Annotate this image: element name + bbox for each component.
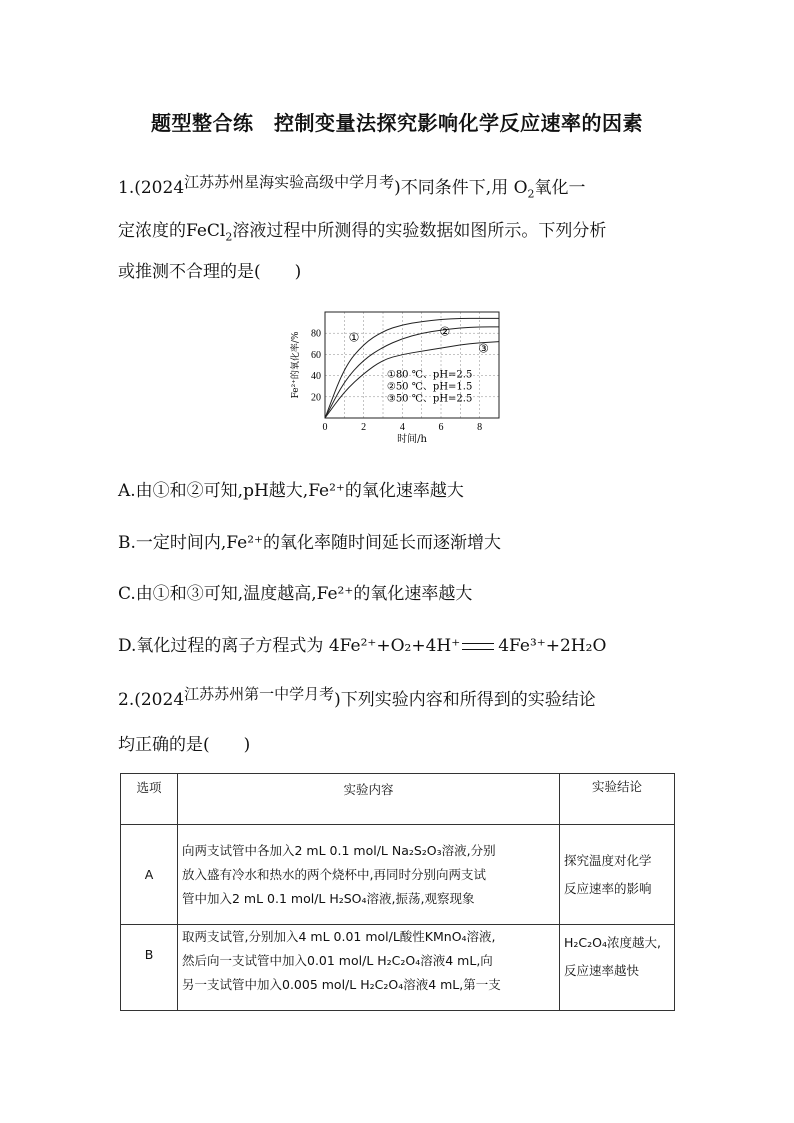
q1-option-d-left: D.氧化过程的离子方程式为 4Fe²⁺+O₂+4H⁺ <box>118 636 461 656</box>
row-option: A <box>121 825 178 925</box>
q2-number: 2. <box>118 690 135 710</box>
y-tick-label: 20 <box>311 392 321 404</box>
conclusion-line: H₂C₂O₄浓度越大, <box>564 935 661 950</box>
q1-stem-b: 氧化一 <box>534 178 586 198</box>
q1-line2: 定浓度的FeCl$_2$溶液过程中所测得的实验数据如图所示。下列分析 <box>118 221 607 244</box>
table-row <box>121 925 675 1011</box>
conclusion-line: 探究温度对化学 <box>564 852 652 868</box>
content-line: 另一支试管中加入0.005 mol/L H₂C₂O₄溶液4 mL,第一支 <box>182 977 501 992</box>
q1-option-d-right: 4Fe³⁺+2H₂O <box>498 636 607 656</box>
q2-stem: 下列实验内容和所得到的实验结论 <box>340 690 596 710</box>
y-tick-label: 40 <box>311 371 321 383</box>
q1-option-c[interactable]: C.由①和③可知,温度越高,Fe²⁺的氧化速率越大 <box>118 584 473 604</box>
q1-line2-b: 溶液过程中所测得的实验数据如图所示。下列分析 <box>232 221 607 241</box>
y-tick-label: 80 <box>311 328 321 340</box>
q1-line1: 1.(2024江苏苏州星海实验高级中学月考)不同条件下,用 $O_2$氧化一 <box>118 173 586 201</box>
header-content: 实验内容 <box>178 774 560 825</box>
page-title: 题型整合练 控制变量法探究影响化学反应速率的因素 <box>151 111 643 135</box>
series-marker: ③ <box>478 341 489 356</box>
q1-option-b[interactable]: B.一定时间内,Fe²⁺的氧化率随时间延长而逐渐增大 <box>118 533 502 553</box>
legend-entry: ③50 ℃、pH=2.5 <box>386 393 473 405</box>
q1-source: 江苏苏州星海实验高级中学月考 <box>184 173 395 191</box>
q1-line3: 或推测不合理的是( ) <box>118 262 302 282</box>
x-tick-label: 0 <box>322 422 328 433</box>
x-tick-label: 6 <box>438 422 444 433</box>
q1-stem-a: 不同条件下,用 O <box>400 178 528 198</box>
row-content <box>178 925 560 1011</box>
row-conclusion <box>560 925 675 1011</box>
q1-number: 1. <box>118 178 135 198</box>
chart-labels <box>289 324 489 445</box>
row-conclusion <box>560 825 675 925</box>
x-tick-label: 4 <box>399 422 405 433</box>
legend-entry: ②50 ℃、pH=1.5 <box>386 381 473 393</box>
x-tick-label: 2 <box>361 422 367 433</box>
q2-line1 <box>118 685 596 712</box>
experiment-table <box>120 773 675 1011</box>
q1-option-a[interactable]: A.由①和②可知,pH越大,Fe²⁺的氧化速率越大 <box>118 481 464 501</box>
y-tick-label: 60 <box>311 349 321 361</box>
conclusion-line: 反应速率越快 <box>564 963 640 978</box>
oxidation-rate-chart <box>289 306 504 451</box>
equals-sign <box>462 643 494 650</box>
q1-option-d[interactable] <box>118 631 606 656</box>
content-line: 然后向一支试管中加入0.01 mol/L H₂C₂O₄溶液4 mL,向 <box>182 953 493 968</box>
table-header-row <box>121 774 675 825</box>
y-axis-label: Fe²⁺的氧化率/% <box>291 331 301 399</box>
q2-source-open: (2024 <box>134 690 185 710</box>
row-content <box>178 825 560 925</box>
conclusion-line: 反应速率的影响 <box>564 880 652 896</box>
header-option: 选项 <box>121 774 178 825</box>
series-marker: ① <box>348 330 360 345</box>
q1-line2-a: 定浓度的FeCl <box>118 221 226 241</box>
header-conclusion: 实验结论 <box>560 774 675 825</box>
q1-source-open: (2024 <box>134 178 185 198</box>
q2-source: 江苏苏州第一中学月考 <box>184 685 335 703</box>
legend-entry: ①80 ℃、pH=2.5 <box>386 369 473 381</box>
series-marker: ② <box>439 324 451 339</box>
content-line: 向两支试管中各加入2 mL 0.1 mol/L Na₂S₂O₃溶液,分别 <box>182 842 496 858</box>
table-row <box>121 825 675 925</box>
x-axis-label: 时间/h <box>397 434 427 445</box>
content-line: 管中加入2 mL 0.1 mol/L H₂SO₄溶液,振荡,观察现象 <box>182 890 475 906</box>
q1-source-close: ) <box>394 178 401 198</box>
q2-line2: 均正确的是( ) <box>118 735 251 755</box>
row-option: B <box>121 925 178 1011</box>
x-tick-label: 8 <box>477 422 483 433</box>
content-line: 取两支试管,分别加入4 mL 0.01 mol/L酸性KMnO₄溶液, <box>182 929 496 944</box>
q2-source-close: ) <box>334 690 341 710</box>
content-line: 放入盛有冷水和热水的两个烧杯中,再同时分别向两支试 <box>182 866 486 882</box>
